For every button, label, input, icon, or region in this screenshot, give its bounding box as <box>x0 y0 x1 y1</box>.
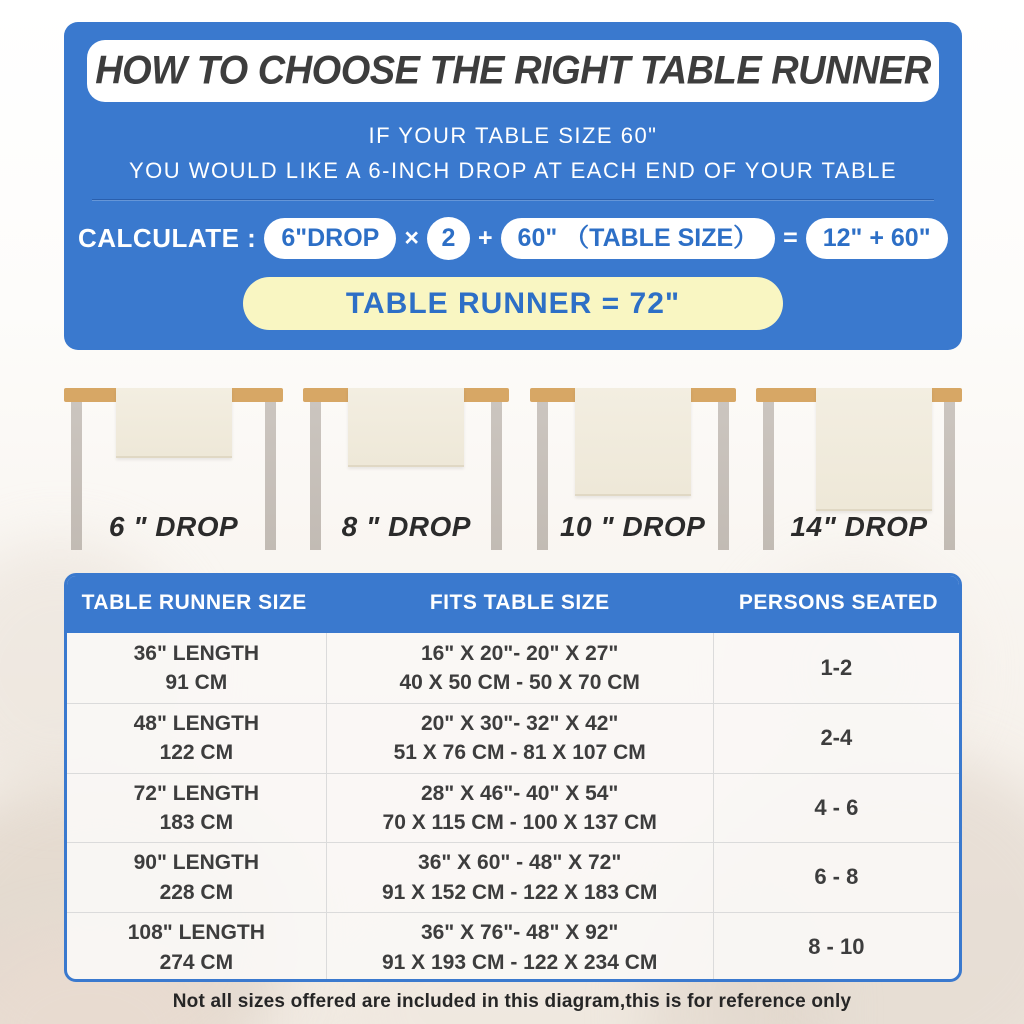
drop-label: 10 " DROP <box>559 511 706 542</box>
calculate-label: CALCULATE : <box>78 223 257 253</box>
persons-seated-cell: 4 - 6 <box>814 794 859 820</box>
runner-size-cell <box>67 633 326 703</box>
persons-seated-cell: 2-4 <box>820 724 853 750</box>
table-runner <box>116 388 232 458</box>
runner-length-inches: 72" LENGTH <box>133 781 260 805</box>
size-chart-card <box>64 573 962 982</box>
table-row <box>67 842 959 912</box>
table-row <box>67 773 959 843</box>
drop-label: 14" DROP <box>790 511 928 542</box>
fits-inches: 20" X 30"- 32" X 42" <box>420 711 619 735</box>
result-text: TABLE RUNNER = 72" <box>345 286 681 320</box>
sum-pill: 12" + 60" <box>806 218 948 259</box>
table-figure-14-drop <box>756 388 962 563</box>
fits-cm: 91 X 152 CM - 122 X 183 CM <box>381 880 658 904</box>
persons-seated-cell: 1-2 <box>820 654 853 680</box>
persons-seated-cell: 8 - 10 <box>808 934 865 960</box>
runner-length-inches: 90" LENGTH <box>133 851 260 875</box>
fits-cm: 70 X 115 CM - 100 X 137 CM <box>382 810 657 834</box>
fits-size-cell <box>326 704 714 773</box>
runner-length-cm: 122 CM <box>159 741 234 765</box>
drop-label: 8 " DROP <box>341 511 471 542</box>
runner-size-cell <box>67 843 326 912</box>
runner-length-cm: 274 CM <box>159 950 234 974</box>
fits-cm: 40 X 50 CM - 50 X 70 CM <box>399 670 640 694</box>
table-runner <box>575 388 691 496</box>
fits-cm: 51 X 76 CM - 81 X 107 CM <box>393 741 646 765</box>
drop-value-pill: 6"DROP <box>264 218 396 259</box>
result-pill <box>243 277 783 330</box>
table-runner <box>348 388 464 467</box>
intro-line-1: IF YOUR TABLE SIZE 60" <box>368 123 658 148</box>
title-pill <box>87 40 939 102</box>
fits-size-cell <box>326 913 714 982</box>
size-chart-body <box>67 633 959 982</box>
fits-inches: 36" X 60" - 48" X 72" <box>418 851 622 875</box>
table-row <box>67 633 959 703</box>
column-header-fits-size: FITS TABLE SIZE <box>429 591 610 614</box>
runner-size-cell <box>67 774 326 843</box>
fits-cm: 91 X 193 CM - 122 X 234 CM <box>381 950 658 974</box>
table-row <box>67 703 959 773</box>
runner-length-cm: 183 CM <box>159 810 234 834</box>
runner-size-cell <box>67 913 326 982</box>
multiplier-pill: 2 <box>427 217 470 260</box>
column-header-runner-size: TABLE RUNNER SIZE <box>81 591 307 614</box>
times-sign: × <box>404 224 419 252</box>
size-chart-header <box>64 573 962 633</box>
drop-label: 6 " DROP <box>108 511 239 542</box>
banner-divider <box>92 199 934 200</box>
fits-inches: 28" X 46"- 40" X 54" <box>420 781 619 805</box>
runner-length-cm: 91 CM <box>165 670 228 694</box>
plus-sign: + <box>477 224 493 252</box>
table-row <box>67 912 959 982</box>
fits-inches: 36" X 76"- 48" X 92" <box>420 921 619 945</box>
fits-size-cell <box>326 843 714 912</box>
header-banner <box>64 22 962 350</box>
fits-size-cell <box>326 774 714 843</box>
table-runner <box>816 388 932 511</box>
fits-size-cell <box>326 633 714 703</box>
intro-line-2: YOU WOULD LIKE A 6-INCH DROP AT EACH END OF YOUR TABLE <box>128 158 898 183</box>
calculation-formula <box>78 217 952 260</box>
table-figure-8-drop <box>303 388 509 563</box>
runner-length-inches: 36" LENGTH <box>133 641 260 665</box>
runner-length-inches: 108" LENGTH <box>127 921 265 945</box>
equals-sign: = <box>783 224 798 252</box>
persons-seated-cell: 6 - 8 <box>814 864 859 890</box>
page-title: HOW TO CHOOSE THE RIGHT TABLE RUNNER <box>95 48 931 93</box>
footer-note: Not all sizes offered are included in this diagram,this is for reference only <box>172 991 852 1012</box>
runner-length-inches: 48" LENGTH <box>133 711 260 735</box>
drop-illustrations <box>64 388 962 563</box>
column-header-persons: PERSONS SEATED <box>738 591 939 614</box>
table-figure-6-drop <box>64 388 283 563</box>
runner-size-cell <box>67 704 326 773</box>
table-size-pill: 60" （TABLE SIZE） <box>501 218 776 259</box>
table-figure-10-drop <box>530 388 736 563</box>
fits-inches: 16" X 20"- 20" X 27" <box>420 641 619 665</box>
runner-length-cm: 228 CM <box>159 880 234 904</box>
